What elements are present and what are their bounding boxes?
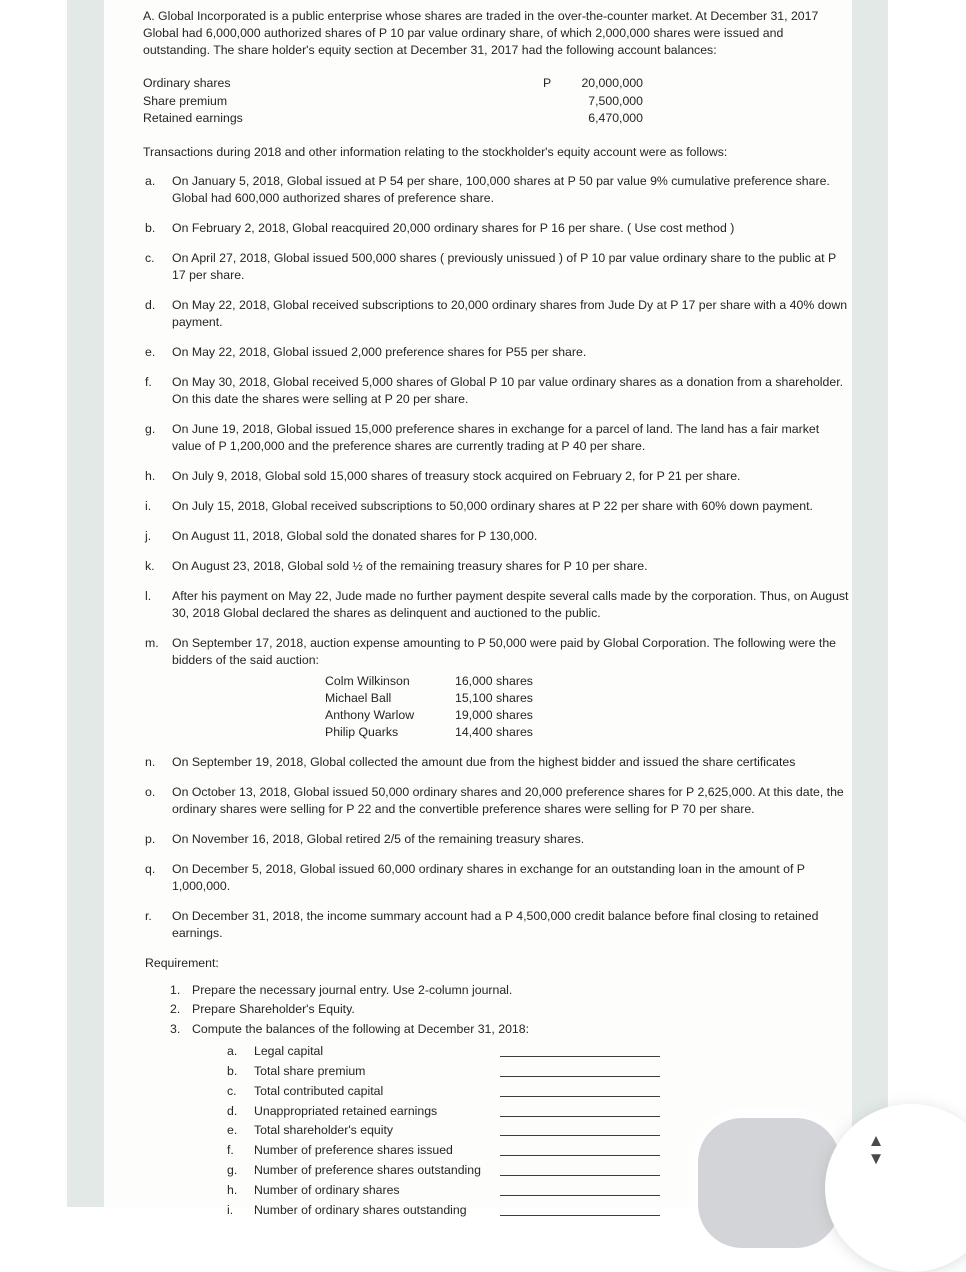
balance-label: Retained earnings [143, 111, 243, 125]
item-text: On August 23, 2018, Global sold ½ of the remaining treasury shares for P 10 per share. [172, 558, 648, 573]
transaction-item-e [143, 344, 849, 361]
answer-blank[interactable] [500, 1103, 660, 1117]
compute-label: Number of preference shares issued [254, 1143, 453, 1158]
requirement-number: 1. [170, 982, 181, 997]
item-letter: a. [145, 173, 156, 188]
balance-label: Ordinary shares [143, 76, 231, 90]
answer-blank[interactable] [500, 1182, 660, 1196]
scroll-up-icon[interactable]: ▲ [867, 1131, 885, 1150]
item-text: On September 19, 2018, Global collected the amount due from the highest bidder and issued the share certificates [172, 754, 796, 769]
item-text: On May 30, 2018, Global received 5,000 shares of Global P 10 par value ordinary shares as a donation from a shareholder. On this date the shares were selling at P 20 per share. [172, 374, 844, 406]
answer-blank[interactable] [500, 1043, 660, 1057]
item-letter: c. [145, 250, 155, 265]
balance-row [143, 110, 849, 128]
bidder-name: Colm Wilkinson [325, 673, 410, 688]
compute-label: Unappropriated retained earnings [254, 1103, 438, 1118]
item-letter: d. [145, 297, 156, 312]
answer-blank[interactable] [500, 1162, 660, 1176]
item-letter: o. [145, 784, 156, 799]
item-letter: j. [145, 528, 152, 543]
requirement-title: Requirement: [145, 955, 219, 970]
answer-blank[interactable] [500, 1142, 660, 1156]
balance-value: 20,000,000 [581, 76, 643, 90]
bidder-shares: 14,400 shares [455, 724, 533, 739]
compute-letter: i. [227, 1202, 234, 1217]
requirement-text: Prepare Shareholder's Equity. [192, 1002, 355, 1017]
requirement-text: Compute the balances of the following at December 31, 2018: [192, 1021, 530, 1036]
answer-blank[interactable] [500, 1122, 660, 1136]
item-text: On April 27, 2018, Global issued 500,000 shares ( previously unissued ) of P 10 par value ordinary share to the public at P 17 per share. [172, 250, 836, 282]
transaction-item-h [143, 468, 849, 485]
compute-letter: g. [227, 1163, 238, 1178]
transaction-item-a [143, 173, 849, 207]
document-content [143, 8, 849, 1220]
item-text: On June 19, 2018, Global issued 15,000 preference shares in exchange for a parcel of land. The land has a fair market value of P 1,200,000 and the preference shares are currently trading at P 40 per share. [172, 421, 820, 453]
currency-symbol: P [543, 76, 552, 90]
item-text: On July 15, 2018, Global received subscriptions to 50,000 ordinary shares at P 22 per share with 60% down payment. [172, 498, 813, 513]
requirement-item-1 [143, 982, 849, 1002]
item-text: On May 22, 2018, Global issued 2,000 preference shares for P55 per share. [172, 344, 587, 359]
transaction-item-r [143, 908, 849, 942]
compute-row-total-share-premium [143, 1062, 849, 1082]
item-letter: q. [145, 861, 156, 876]
transaction-item-i [143, 498, 849, 515]
transaction-item-m [143, 635, 849, 741]
balance-value: 6,470,000 [588, 111, 643, 125]
bidder-name: Michael Ball [325, 690, 392, 705]
compute-row-total-contributed-capital [143, 1082, 849, 1102]
compute-letter: c. [227, 1083, 237, 1098]
item-text: On December 5, 2018, Global issued 60,000 ordinary shares in exchange for an outstanding loan in the amount of P 1,000,000. [172, 861, 805, 893]
requirement-item-3 [143, 1021, 849, 1041]
item-text: On July 9, 2018, Global sold 15,000 shares of treasury stock acquired on February 2, for P 21 per share. [172, 468, 741, 483]
transaction-item-l [143, 588, 849, 622]
item-text: On February 2, 2018, Global reacquired 20,000 ordinary shares for P 16 per share. ( Use cost method ) [172, 220, 735, 235]
transaction-item-p [143, 831, 849, 848]
scrollbar-track [852, 0, 888, 1207]
compute-label: Total contributed capital [254, 1083, 384, 1098]
compute-letter: f. [227, 1143, 234, 1158]
requirement-item-2 [143, 1001, 849, 1021]
compute-letter: b. [227, 1064, 238, 1079]
bidder-row [325, 724, 849, 741]
transaction-item-k [143, 558, 849, 575]
item-text: After his payment on May 22, Jude made no further payment despite several calls made by the corporation. Thus, on August 30, 2018 Global declared the shares as delinquent and auctioned to the public. [172, 588, 849, 620]
left-page-gutter [67, 0, 104, 1207]
document-page [104, 0, 852, 1217]
answer-blank[interactable] [500, 1063, 660, 1077]
compute-label: Number of ordinary shares outstanding [254, 1202, 467, 1217]
compute-label: Total shareholder's equity [254, 1123, 394, 1138]
item-text: On December 31, 2018, the income summary account had a P 4,500,000 credit balance before final closing to retained earnings. [172, 908, 819, 940]
bidder-name: Philip Quarks [325, 724, 399, 739]
answer-blank[interactable] [500, 1083, 660, 1097]
compute-letter: a. [227, 1044, 238, 1059]
balance-row [143, 93, 849, 111]
bidder-shares: 15,100 shares [455, 690, 533, 705]
account-balances [143, 75, 849, 128]
item-letter: f. [145, 374, 152, 389]
item-text: On January 5, 2018, Global issued at P 54 per share, 100,000 shares at P 50 par value 9% cumulative preference share. Global had 600,000 authorized shares of preference share. [172, 173, 830, 205]
item-letter: l. [145, 588, 152, 603]
item-text: On May 22, 2018, Global received subscriptions to 20,000 ordinary shares from Jude Dy at P 17 per share with a 40% down payment. [172, 297, 848, 329]
transaction-item-f [143, 374, 849, 408]
item-letter: b. [145, 220, 156, 235]
compute-label: Number of ordinary shares [254, 1182, 400, 1197]
bidder-name: Anthony Warlow [325, 707, 415, 722]
compute-letter: e. [227, 1123, 238, 1138]
item-text: On August 11, 2018, Global sold the donated shares for P 130,000. [172, 528, 538, 543]
intro-paragraph: A. Global Incorporated is a public enterprise whose shares are traded in the over-the-counter market. At December 31, 2017 Global had 6,000,000 authorized shares of P 10 par value ordinary share, of which 2,000,000 shares were issued and outstanding. The share holder's equity section at December 31, 2017 had the following account balances: [143, 9, 819, 57]
bidder-row [325, 690, 849, 707]
item-letter: e. [145, 344, 156, 359]
compute-row-legal-capital [143, 1042, 849, 1062]
requirement-number: 3. [170, 1021, 181, 1036]
item-letter: g. [145, 421, 156, 436]
bidder-shares: 16,000 shares [455, 673, 533, 688]
item-letter: n. [145, 754, 156, 769]
compute-label: Number of preference shares outstanding [254, 1163, 481, 1178]
compute-letter: h. [227, 1182, 238, 1197]
scroll-handle[interactable] [698, 1118, 840, 1248]
item-text: On September 17, 2018, auction expense amounting to P 50,000 were paid by Global Corporation. The following were the bidders of the said auction: [172, 635, 837, 667]
requirement-number: 2. [170, 1002, 181, 1017]
item-text: On November 16, 2018, Global retired 2/5 of the remaining treasury shares. [172, 831, 585, 846]
item-letter: h. [145, 468, 156, 483]
item-letter: r. [145, 908, 152, 923]
transaction-item-g [143, 421, 849, 455]
scroll-arrows [855, 1132, 897, 1168]
bidders-table [325, 673, 849, 741]
transaction-item-c [143, 250, 849, 284]
item-letter: m. [145, 635, 159, 650]
transaction-item-j [143, 528, 849, 545]
compute-label: Total share premium [254, 1064, 366, 1079]
item-letter: i. [145, 498, 152, 513]
transaction-item-d [143, 297, 849, 331]
compute-label: Legal capital [254, 1044, 324, 1059]
bidder-shares: 19,000 shares [455, 707, 533, 722]
bidder-row [325, 673, 849, 690]
bidder-row [325, 707, 849, 724]
transaction-item-o [143, 784, 849, 818]
item-text: On October 13, 2018, Global issued 50,000 ordinary shares and 20,000 preference shares for P 2,625,000. At this date, the ordinary shares were selling for P 22 and the convertible preference shares were selling for P 70 per share. [172, 784, 844, 816]
balance-value: 7,500,000 [588, 93, 643, 108]
transactions-intro: Transactions during 2018 and other information relating to the stockholder's equity account were as follows: [143, 144, 728, 159]
transaction-item-b [143, 220, 849, 237]
requirement-text: Prepare the necessary journal entry. Use 2-column journal. [192, 982, 513, 997]
item-letter: k. [145, 558, 155, 573]
scroll-down-icon[interactable]: ▼ [867, 1149, 885, 1168]
answer-blank[interactable] [500, 1202, 660, 1216]
balance-row [143, 75, 849, 93]
balance-label: Share premium [143, 93, 228, 108]
transaction-item-q [143, 861, 849, 895]
transaction-item-n [143, 754, 849, 771]
item-letter: p. [145, 831, 156, 846]
compute-letter: d. [227, 1103, 238, 1118]
